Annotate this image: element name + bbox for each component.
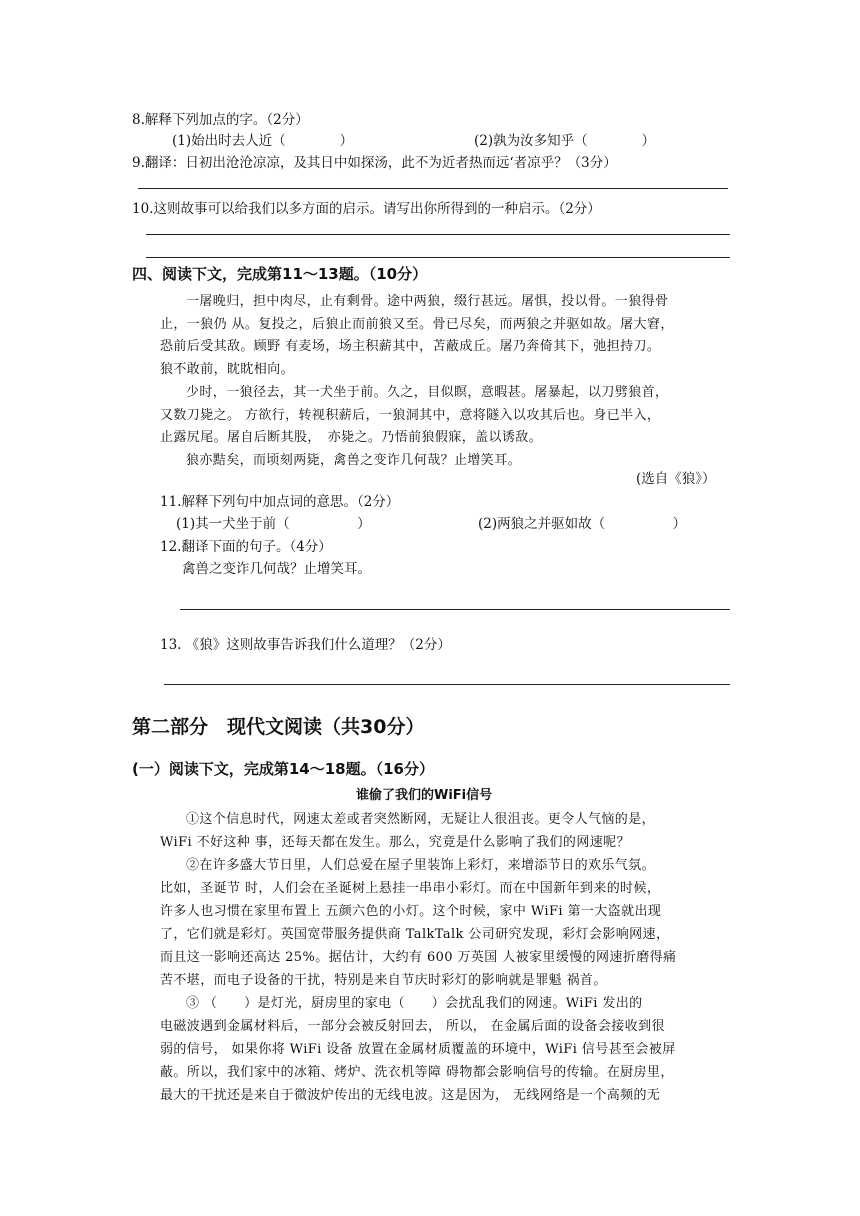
q13-stem: 13. 《狼》这则故事告诉我们什么道理？（2分） <box>160 637 451 653</box>
article-line: ③ （ ）是灯光，厨房里的家电（ ）会扰乱我们的网速。WiFi 发出的 <box>186 996 643 1011</box>
article-line: 比如，圣诞节 时，人们会在圣诞树上悬挂一串串小彩灯。而在中国新年到来的时候， <box>160 881 661 896</box>
q12-answer-line[interactable] <box>180 609 730 610</box>
q12-sentence: 禽兽之变诈几何哉？止增笑耳。 <box>182 561 371 577</box>
q11-item-a: (1)其一犬坐于前（ ） <box>176 516 371 532</box>
part-2-heading: 第二部分 现代文阅读（共30分） <box>132 716 425 738</box>
article-line: 了，它们就是彩灯。英国宽带服务提供商 TalkTalk 公司研究发现，彩灯会影响网速， <box>160 927 670 942</box>
article-title: 谁偷了我们的WiFi信号 <box>356 788 493 803</box>
q10-answer-line-2[interactable] <box>146 257 730 258</box>
q11-stem: 11.解释下列句中加点词的意思。（2分） <box>160 494 400 510</box>
q8-stem: 8.解释下列加点的字。（2分） <box>132 112 309 128</box>
q10-stem: 10.这则故事可以给我们以多方面的启示。请写出你所得到的一种启示。（2分） <box>132 201 601 217</box>
passage-line: 狼亦黠矣，而顷刻两毙，禽兽之变诈几何哉？止增笑耳。 <box>186 453 522 468</box>
q13-answer-line[interactable] <box>164 684 730 685</box>
passage-line: 又数刀毙之。 方欲行，转视积薪后，一狼洞其中，意将隧入以攻其后也。身已半入， <box>160 408 661 423</box>
article-line: 苦不堪，而电子设备的干扰，特别是来自节庆时彩灯的影响就是罪魁 祸首。 <box>160 973 607 988</box>
article-line: 而且这一影响还高达 25%。据估计，大约有 600 万英国 人被家里缓慢的网速折磨得痛 <box>160 950 677 965</box>
q10-answer-line-1[interactable] <box>146 234 730 235</box>
passage-line: 止露尻尾。屠自后断其股， 亦毙之。乃悟前狼假寐，盖以诱敌。 <box>160 430 543 445</box>
article-line: ①这个信息时代，网速太差或者突然断网，无疑让人很沮丧。更令人气恼的是， <box>186 812 656 827</box>
q9-answer-line[interactable] <box>138 188 728 189</box>
q9-stem: 9.翻译：日初出沧沧凉凉，及其日中如探汤，此不为近者热而远‘者凉乎？（3分） <box>132 155 617 171</box>
article-line: 弱的信号， 如果你将 WiFi 设备 放置在金属材质覆盖的环境中，WiFi 信号甚至会被屏 <box>160 1042 676 1057</box>
article-line: 许多人也习惯在家里布置上 五颜六色的小灯。这个时候，家中 WiFi 第一大盗就出现 <box>160 904 662 919</box>
passage-line: 少时，一狼径去，其一犬坐于前。久之，目似瞑，意暇甚。屠暴起，以刀劈狼首， <box>186 385 669 400</box>
article-line: ②在许多盛大节日里，人们总爱在屋子里装饰上彩灯，来增添节日的欢乐气氛。 <box>186 858 656 873</box>
q8-item-b: (2)孰为汝多知乎（ ） <box>474 133 656 149</box>
q12-stem: 12.翻译下面的句子。（4分） <box>160 539 332 555</box>
passage-line: 止，一狼仍 从。复投之，后狼止而前狼又至。骨已尽矣，而两狼之并驱如故。屠大窘， <box>160 317 674 332</box>
q8-item-a: (1)始出时去人近（ ） <box>172 133 354 149</box>
section-4-heading: 四、阅读下文，完成第11～13题。（10分） <box>132 265 428 283</box>
part-2-subheading: (一）阅读下文，完成第14～18题。（16分） <box>132 760 434 778</box>
article-line: WiFi 不好这种 事，还每天都在发生。那么，究竟是什么影响了我们的网速呢？ <box>160 835 630 850</box>
article-line: 蔽。所以，我们家中的冰箱、烤炉、洗衣机等障 碍物都会影响信号的传输。在厨房里， <box>160 1065 674 1080</box>
q11-item-b: (2)两狼之并驱如故（ ） <box>478 516 687 532</box>
article-line: 最大的干扰还是来自于微波炉传出的无线电波。这是因为， 无线网络是一个高频的无 <box>160 1088 661 1103</box>
passage-line: 恐前后受其敌。顾野 有麦场，场主积薪其中，苫蔽成丘。屠乃奔倚其下，弛担持刀。 <box>160 339 661 354</box>
passage-line: 一屠晚归，担中肉尽，止有剩骨。途中两狼，缀行甚远。屠惧，投以骨。一狼得骨 <box>186 294 669 309</box>
passage-line: 狼不敢前，眈眈相向。 <box>160 362 295 377</box>
article-line: 电磁波遇到金属材料后，一部分会被反射回去， 所以， 在金属后面的设备会接收到很 <box>160 1019 665 1034</box>
passage-source: (选自《狼》） <box>636 471 716 487</box>
